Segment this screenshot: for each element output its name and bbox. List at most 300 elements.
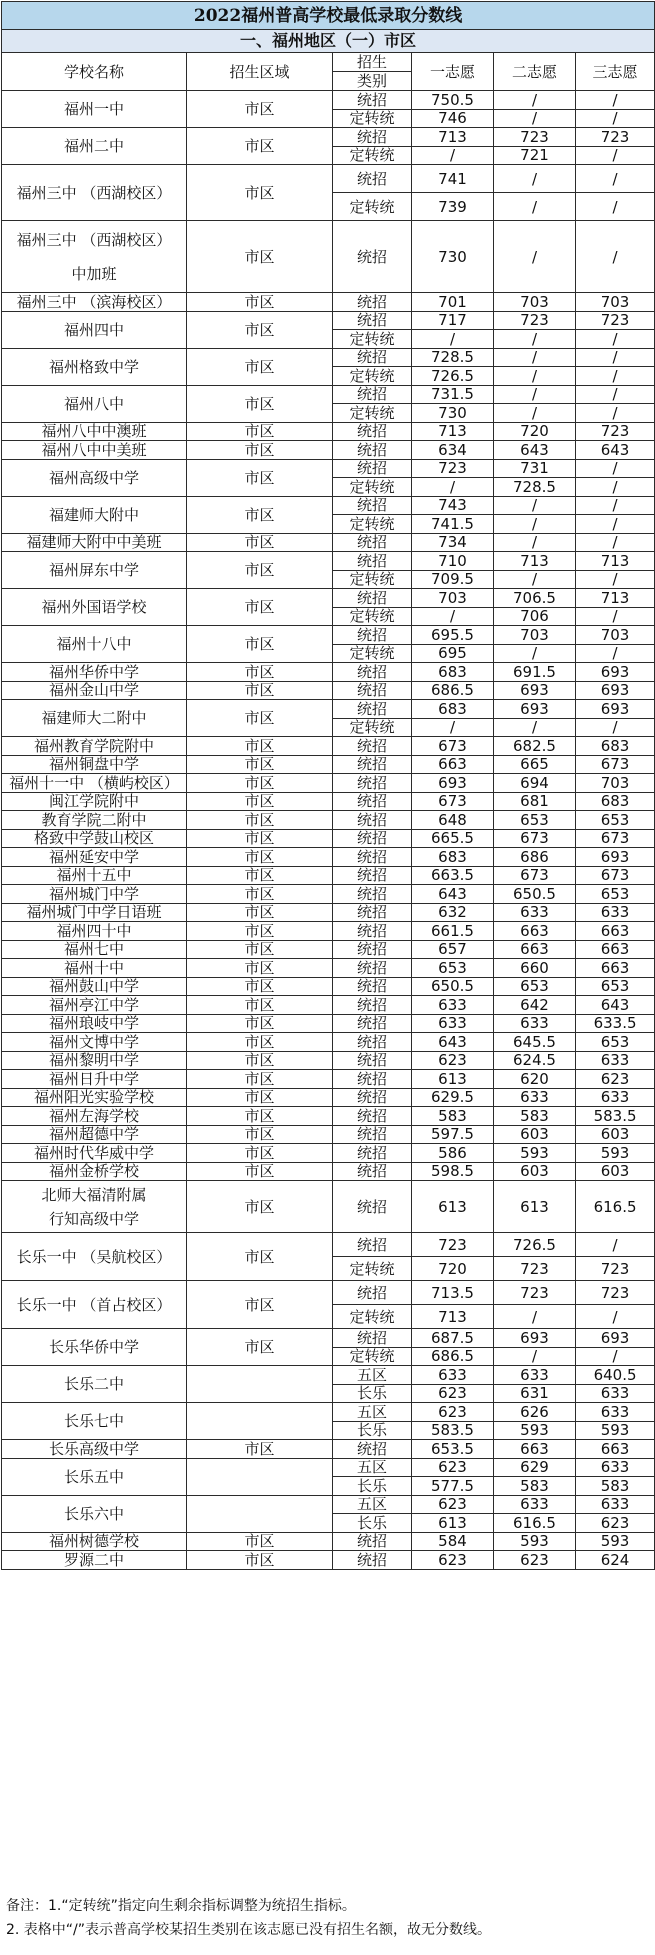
column-header-area: 招生区域 [187,53,333,91]
admission-category: 五区 [333,1458,412,1477]
school-area [187,1403,333,1440]
column-header-category-line2: 类别 [333,72,412,91]
third-choice-score: 653 [576,885,655,904]
first-choice-score: 730 [412,221,494,293]
second-choice-score: 663 [494,1440,576,1459]
table-row [2,1440,655,1459]
third-choice-score: / [576,607,655,626]
school-area: 市区 [187,755,333,774]
school-name [2,1181,187,1233]
table-row [2,496,655,515]
school-name: 福州鼓山中学 [2,977,187,996]
admission-category: 统招 [333,848,412,867]
first-choice-score: 741.5 [412,515,494,534]
admission-category: 统招 [333,1051,412,1070]
second-choice-score: / [494,385,576,404]
school-area: 市区 [187,977,333,996]
school-area: 市区 [187,165,333,221]
notes [6,1894,491,1942]
first-choice-score: 663 [412,755,494,774]
column-header-school: 学校名称 [2,53,187,91]
first-choice-score: 686.5 [412,681,494,700]
school-name: 福州二中 [2,128,187,165]
admission-category: 定转统 [333,1257,412,1281]
admission-category: 统招 [333,1532,412,1551]
third-choice-score: 693 [576,1329,655,1348]
school-name: 福州格致中学 [2,348,187,385]
admission-category: 统招 [333,829,412,848]
table-row [2,737,655,756]
second-choice-score: 623 [494,1551,576,1570]
school-name: 福州三中 （滨海校区） [2,293,187,312]
first-choice-score: 629.5 [412,1088,494,1107]
school-name: 福州城门中学 [2,885,187,904]
third-choice-score: 633 [576,1495,655,1514]
second-choice-score: / [494,1347,576,1366]
school-name: 福州八中中澳班 [2,422,187,441]
table-row [2,1070,655,1089]
note-2: 2. 表格中“/”表示普高学校某招生类别在该志愿已没有招生名额，故无分数线。 [6,1922,492,1938]
second-choice-score: 720 [494,422,576,441]
table-row [2,1233,655,1257]
table-row [2,774,655,793]
second-choice-score: / [494,644,576,663]
third-choice-score: / [576,496,655,515]
table-row [2,885,655,904]
third-choice-score: 593 [576,1421,655,1440]
second-choice-score: 706.5 [494,589,576,608]
table-row [2,922,655,941]
school-area: 市区 [187,1125,333,1144]
school-name: 长乐一中 （吴航校区） [2,1233,187,1281]
second-choice-score: / [494,109,576,128]
admission-category: 统招 [333,1233,412,1257]
table-row [2,1162,655,1181]
school-name: 福州铜盘中学 [2,755,187,774]
admission-category: 统招 [333,755,412,774]
first-choice-score: 623 [412,1051,494,1070]
second-choice-score: 713 [494,552,576,571]
table-row [2,626,655,645]
school-name: 福州高级中学 [2,459,187,496]
school-area [187,1458,333,1495]
school-name: 长乐七中 [2,1403,187,1440]
admission-category: 统招 [333,91,412,110]
table-row [2,1329,655,1348]
first-choice-score: 613 [412,1070,494,1089]
school-area: 市区 [187,903,333,922]
first-choice-score: 703 [412,589,494,608]
admission-category: 统招 [333,496,412,515]
school-area: 市区 [187,848,333,867]
second-choice-score: 653 [494,977,576,996]
table-row [2,422,655,441]
table-row [2,1551,655,1570]
school-area: 市区 [187,1162,333,1181]
admission-category: 定转统 [333,607,412,626]
second-choice-score: 593 [494,1144,576,1163]
table-row [2,293,655,312]
third-choice-score: 633 [576,1088,655,1107]
table-row [2,1366,655,1385]
second-choice-score: 663 [494,922,576,941]
first-choice-score: 695 [412,644,494,663]
second-choice-score: 643 [494,441,576,460]
first-choice-score: 683 [412,848,494,867]
first-choice-score: 713 [412,1305,494,1329]
table-row [2,700,655,719]
first-choice-score: 743 [412,496,494,515]
school-area: 市区 [187,885,333,904]
school-area: 市区 [187,1088,333,1107]
third-choice-score: 713 [576,552,655,571]
first-choice-score: / [412,330,494,349]
third-choice-score: 713 [576,589,655,608]
third-choice-score: / [576,478,655,497]
table-row [2,1495,655,1514]
second-choice-score: / [494,515,576,534]
first-choice-score: 746 [412,109,494,128]
admission-category: 定转统 [333,718,412,737]
school-name: 福州黎明中学 [2,1051,187,1070]
table-row [2,755,655,774]
table-row [2,1014,655,1033]
school-name: 福州金山中学 [2,681,187,700]
admission-category: 统招 [333,885,412,904]
admission-category: 统招 [333,737,412,756]
first-choice-score: 683 [412,663,494,682]
school-name: 福州城门中学日语班 [2,903,187,922]
school-name: 教育学院二附中 [2,811,187,830]
third-choice-score: / [576,1347,655,1366]
admission-category: 统招 [333,422,412,441]
first-choice-score: 623 [412,1403,494,1422]
table-row [2,91,655,110]
school-area: 市区 [187,940,333,959]
school-area: 市区 [187,459,333,496]
table-row [2,977,655,996]
table-row [2,385,655,404]
admission-category: 统招 [333,441,412,460]
first-choice-score: 710 [412,552,494,571]
third-choice-score: / [576,404,655,423]
third-choice-score: 683 [576,792,655,811]
second-choice-score: 633 [494,1366,576,1385]
first-choice-score: 613 [412,1181,494,1233]
third-choice-score: / [576,348,655,367]
first-choice-score: 583 [412,1107,494,1126]
first-choice-score: 686.5 [412,1347,494,1366]
second-choice-score: 694 [494,774,576,793]
first-choice-score: 693 [412,774,494,793]
second-choice-score: / [494,330,576,349]
third-choice-score: / [576,330,655,349]
school-area: 市区 [187,441,333,460]
table-row [2,589,655,608]
second-choice-score: 603 [494,1162,576,1181]
admission-category: 长乐 [333,1384,412,1403]
second-choice-score: 626 [494,1403,576,1422]
first-choice-score: 643 [412,885,494,904]
third-choice-score: 616.5 [576,1181,655,1233]
second-choice-score: 633 [494,1495,576,1514]
table-row [2,1458,655,1477]
second-choice-score: 593 [494,1532,576,1551]
third-choice-score: 653 [576,1033,655,1052]
third-choice-score: 693 [576,848,655,867]
first-choice-score: 577.5 [412,1477,494,1496]
table-row [2,1051,655,1070]
first-choice-score: 661.5 [412,922,494,941]
school-area: 市区 [187,1014,333,1033]
third-choice-score: 593 [576,1532,655,1551]
first-choice-score: 623 [412,1384,494,1403]
first-choice-score: 739 [412,193,494,221]
first-choice-score: / [412,718,494,737]
admission-category: 统招 [333,128,412,147]
school-name: 福州阳光实验学校 [2,1088,187,1107]
admission-category: 统招 [333,977,412,996]
second-choice-score: 706 [494,607,576,626]
school-name: 福州十五中 [2,866,187,885]
second-choice-score: 723 [494,1257,576,1281]
first-choice-score: / [412,146,494,165]
first-choice-score: 701 [412,293,494,312]
school-area: 市区 [187,1281,333,1329]
third-choice-score: 633 [576,1403,655,1422]
first-choice-score: 584 [412,1532,494,1551]
third-choice-score: 723 [576,311,655,330]
school-area: 市区 [187,1181,333,1233]
note-1: 备注：1.“定转统”指定向生剩余指标调整为统招生指标。 [6,1898,356,1914]
admission-category: 统招 [333,589,412,608]
school-area: 市区 [187,737,333,756]
first-choice-score: 731.5 [412,385,494,404]
school-area: 市区 [187,1440,333,1459]
score-table [1,1,655,1570]
first-choice-score: 643 [412,1033,494,1052]
school-area: 市区 [187,996,333,1015]
admission-category: 长乐 [333,1421,412,1440]
admission-category: 统招 [333,1181,412,1233]
admission-category: 定转统 [333,515,412,534]
third-choice-score: 624 [576,1551,655,1570]
second-choice-score: 723 [494,311,576,330]
first-choice-score: 597.5 [412,1125,494,1144]
school-name: 罗源二中 [2,1551,187,1570]
first-choice-score: 598.5 [412,1162,494,1181]
third-choice-score: / [576,1305,655,1329]
school-name: 长乐六中 [2,1495,187,1532]
school-area [187,1366,333,1403]
first-choice-score: 726.5 [412,367,494,386]
first-choice-score: 633 [412,1366,494,1385]
third-choice-score: / [576,385,655,404]
third-choice-score: / [576,165,655,193]
table-row [2,663,655,682]
school-name: 福州金桥学校 [2,1162,187,1181]
school-area: 市区 [187,293,333,312]
school-name: 福州华侨中学 [2,663,187,682]
region-heading: 一、福州地区（一）市区 [2,30,655,53]
third-choice-score: 663 [576,959,655,978]
admission-category: 统招 [333,533,412,552]
second-choice-score: 653 [494,811,576,830]
school-name: 福州外国语学校 [2,589,187,626]
table-row [2,441,655,460]
second-choice-score: 723 [494,128,576,147]
first-choice-score: 720 [412,1257,494,1281]
second-choice-score: 703 [494,626,576,645]
school-area: 市区 [187,922,333,941]
third-choice-score: / [576,146,655,165]
table-row [2,165,655,193]
school-area: 市区 [187,1051,333,1070]
admission-category: 统招 [333,1329,412,1348]
school-area: 市区 [187,385,333,422]
admission-category: 定转统 [333,146,412,165]
admission-category: 定转统 [333,367,412,386]
school-area: 市区 [187,589,333,626]
third-choice-score: / [576,570,655,589]
second-choice-score: 633 [494,1014,576,1033]
school-name: 福州文博中学 [2,1033,187,1052]
second-choice-score: 583 [494,1107,576,1126]
first-choice-score: 613 [412,1514,494,1533]
school-name: 福建师大二附中 [2,700,187,737]
table-row [2,221,655,293]
admission-category: 定转统 [333,478,412,497]
admission-category: 统招 [333,1107,412,1126]
table-row [2,1403,655,1422]
second-choice-score: 620 [494,1070,576,1089]
table-row [2,940,655,959]
admission-category: 统招 [333,1281,412,1305]
admission-category: 五区 [333,1366,412,1385]
first-choice-score: 650.5 [412,977,494,996]
school-name: 格致中学鼓山校区 [2,829,187,848]
school-name: 福州八中中美班 [2,441,187,460]
school-name: 福州十八中 [2,626,187,663]
admission-category: 统招 [333,626,412,645]
table-row [2,533,655,552]
second-choice-score: 673 [494,829,576,848]
school-name: 福州八中 [2,385,187,422]
school-area: 市区 [187,1144,333,1163]
first-choice-score: 750.5 [412,91,494,110]
admission-category: 统招 [333,221,412,293]
school-area: 市区 [187,959,333,978]
school-area: 市区 [187,496,333,533]
first-choice-score: 713.5 [412,1281,494,1305]
third-choice-score: 683 [576,737,655,756]
second-choice-score: / [494,404,576,423]
school-name: 闽江学院附中 [2,792,187,811]
admission-category: 统招 [333,940,412,959]
table-row [2,1281,655,1305]
school-name: 福州屏东中学 [2,552,187,589]
school-name: 福州亭江中学 [2,996,187,1015]
first-choice-score: 734 [412,533,494,552]
school-area: 市区 [187,221,333,293]
second-choice-score: 693 [494,1329,576,1348]
admission-category: 统招 [333,663,412,682]
second-choice-score: 613 [494,1181,576,1233]
admission-category: 定转统 [333,193,412,221]
second-choice-score: 703 [494,293,576,312]
second-choice-score: 686 [494,848,576,867]
first-choice-score: 632 [412,903,494,922]
table-row [2,1181,655,1233]
school-name: 福州树德学校 [2,1532,187,1551]
school-name: 福州三中 （西湖校区） [2,165,187,221]
table-row [2,811,655,830]
second-choice-score: 650.5 [494,885,576,904]
admission-category: 统招 [333,459,412,478]
third-choice-score: / [576,459,655,478]
school-area: 市区 [187,533,333,552]
second-choice-score: 645.5 [494,1033,576,1052]
second-choice-score: 593 [494,1421,576,1440]
first-choice-score: 723 [412,1233,494,1257]
third-choice-score: 643 [576,441,655,460]
admission-category: 统招 [333,1070,412,1089]
second-choice-score: 660 [494,959,576,978]
school-area: 市区 [187,663,333,682]
third-choice-score: 703 [576,774,655,793]
school-name-line: 中加班 [71,264,117,283]
second-choice-score: 624.5 [494,1051,576,1070]
second-choice-score: 663 [494,940,576,959]
admission-category: 统招 [333,165,412,193]
admission-category: 定转统 [333,570,412,589]
third-choice-score: 723 [576,1281,655,1305]
second-choice-score: 726.5 [494,1233,576,1257]
admission-category: 定转统 [333,330,412,349]
school-name: 长乐二中 [2,1366,187,1403]
third-choice-score: / [576,1233,655,1257]
third-choice-score: / [576,515,655,534]
table-row [2,311,655,330]
first-choice-score: 663.5 [412,866,494,885]
third-choice-score: 633.5 [576,1014,655,1033]
table-row [2,128,655,147]
table-row [2,866,655,885]
admission-category: 长乐 [333,1477,412,1496]
first-choice-score: 633 [412,1014,494,1033]
third-choice-score: / [576,91,655,110]
school-name: 福州十一中 （横屿校区） [2,774,187,793]
school-name-line: 行知高级中学 [48,1209,139,1228]
third-choice-score: 673 [576,866,655,885]
second-choice-score: 631 [494,1384,576,1403]
school-name: 长乐华侨中学 [2,1329,187,1366]
school-name: 福州四中 [2,311,187,348]
first-choice-score: / [412,478,494,497]
admission-category: 定转统 [333,644,412,663]
school-name: 长乐五中 [2,1458,187,1495]
first-choice-score: 634 [412,441,494,460]
third-choice-score: / [576,193,655,221]
school-area: 市区 [187,552,333,589]
first-choice-score: 648 [412,811,494,830]
third-choice-score: 723 [576,1257,655,1281]
school-area: 市区 [187,681,333,700]
third-choice-score: 633 [576,1051,655,1070]
second-choice-score: 616.5 [494,1514,576,1533]
third-choice-score: 663 [576,1440,655,1459]
admission-category: 统招 [333,311,412,330]
